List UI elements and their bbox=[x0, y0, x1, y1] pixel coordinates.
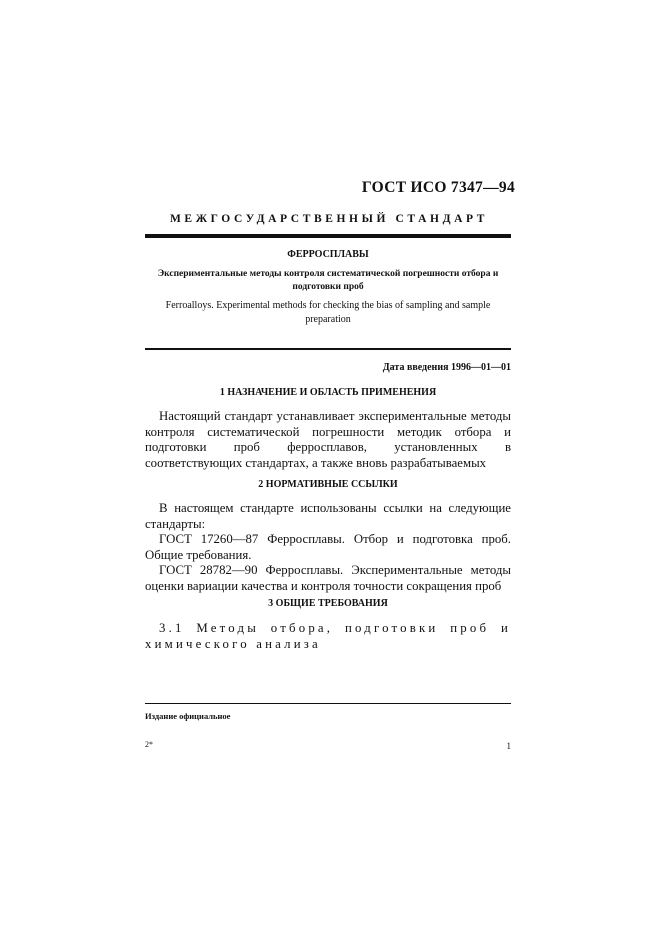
document-title-english: Ferroalloys. Experimental methods for checking the bias of sampling and sample preparation bbox=[165, 300, 491, 325]
section-2-reference-1: ГОСТ 17260—87 Ферросплавы. Отбор и подготовка проб. Общие требования. bbox=[145, 532, 511, 562]
gost-number: ГОСТ ИСО 7347—94 bbox=[361, 179, 515, 196]
thick-divider bbox=[145, 234, 511, 238]
signature-mark: 2* bbox=[145, 740, 153, 749]
header-divider bbox=[145, 348, 511, 350]
introduction-date: Дата введения 1996—01—01 bbox=[382, 362, 511, 373]
official-edition-label: Издание официальное bbox=[145, 711, 231, 721]
page-number: 1 bbox=[506, 741, 511, 751]
section-1-paragraph: Настоящий стандарт устанавливает экспериментальные методы контроля систематической погрешности методик отбора и подготовки проб ферросплавов, установленных в соответствующих стандартах, а также вновь разрабатываемых bbox=[145, 409, 511, 470]
footer-divider bbox=[145, 703, 511, 704]
document-title: ФЕРРОСПЛАВЫ bbox=[287, 249, 369, 260]
section-2-reference-2: ГОСТ 28782—90 Ферросплавы. Экспериментальные методы оценки вариации качества и контроля точности сокращения проб bbox=[145, 563, 511, 593]
section-3-heading: 3 ОБЩИЕ ТРЕБОВАНИЯ bbox=[268, 598, 388, 609]
standard-type-heading: МЕЖГОСУДАРСТВЕННЫЙ СТАНДАРТ bbox=[169, 213, 489, 225]
section-2-heading: 2 НОРМАТИВНЫЕ ССЫЛКИ bbox=[258, 479, 398, 490]
document-subtitle: Экспериментальные методы контроля систематической погрешности отбора и подготовки проб bbox=[157, 269, 499, 292]
section-3-clause-3-1: 3.1 Методы отбора, подготовки проб и химического анализа bbox=[145, 621, 511, 651]
section-1-heading: 1 НАЗНАЧЕНИЕ И ОБЛАСТЬ ПРИМЕНЕНИЯ bbox=[219, 387, 437, 398]
section-2-paragraph-1: В настоящем стандарте использованы ссылки на следующие стандарты: bbox=[145, 501, 511, 531]
